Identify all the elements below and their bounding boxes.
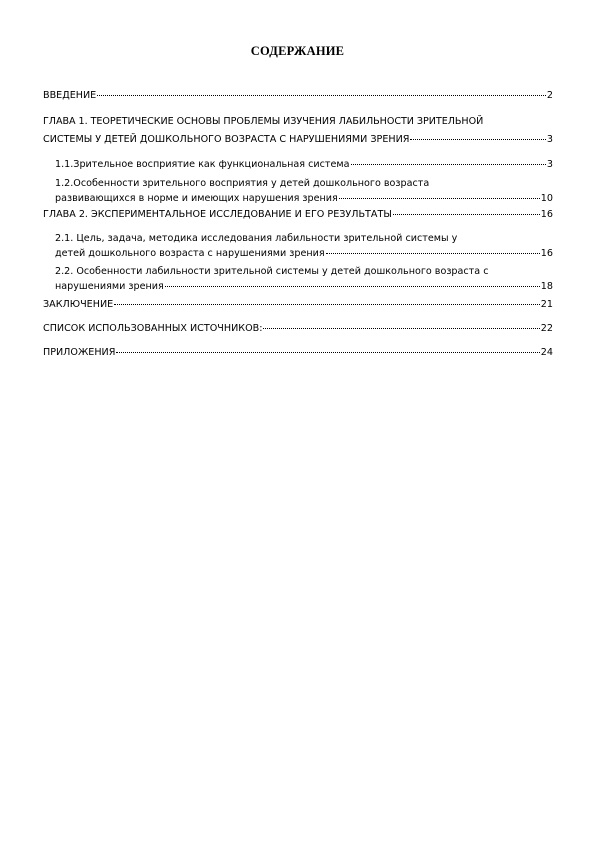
toc-entry-label: ЗАКЛЮЧЕНИЕ — [43, 299, 114, 310]
dot-leader — [339, 198, 540, 199]
toc-entry-label-line2: развивающихся в норме и имеющих нарушения зрения — [55, 193, 338, 204]
toc-entry-label: ВВЕДЕНИЕ — [43, 90, 97, 101]
toc-page-number: 24 — [540, 347, 553, 358]
toc-entry-references — [43, 321, 553, 336]
toc-entry-label: СПИСОК ИСПОЛЬЗОВАННЫХ ИСТОЧНИКОВ: — [43, 323, 263, 334]
toc-entry-label: 1.1.Зрительное восприятие как функциональная система — [55, 159, 350, 170]
toc-entry-appendices — [43, 345, 553, 360]
page-title: СОДЕРЖАНИЕ — [250, 44, 345, 58]
toc-page-number: 16 — [540, 209, 553, 220]
toc-page-number: 2 — [546, 90, 553, 101]
toc-entry-label: ПРИЛОЖЕНИЯ — [43, 347, 116, 358]
toc-entry-chapter-1 — [43, 114, 553, 147]
toc-entry-label-line1: ГЛАВА 1. ТЕОРЕТИЧЕСКИЕ ОСНОВЫ ПРОБЛЕМЫ ИЗУЧЕНИЯ ЛАБИЛЬНОСТИ ЗРИТЕЛЬНОЙ — [43, 116, 484, 127]
toc-page-number: 21 — [540, 299, 553, 310]
toc-entry-section-2-2 — [55, 264, 553, 294]
toc-page-number: 3 — [546, 134, 553, 145]
toc-page-number: 3 — [546, 159, 553, 170]
toc-entry-label-line1: 2.1. Цель, задача, методика исследования лабильности зрительной системы у — [55, 233, 458, 244]
toc-entry-label-line1: 1.2.Особенности зрительного восприятия у детей дошкольного возраста — [55, 178, 430, 189]
toc-entry-section-2-1 — [55, 231, 553, 261]
toc-entry-label: ГЛАВА 2. ЭКСПЕРИМЕНТАЛЬНОЕ ИССЛЕДОВАНИЕ И ЕГО РЕЗУЛЬТАТЫ — [43, 209, 392, 220]
toc-entry-label-line1: 2.2. Особенности лабильности зрительной системы у детей дошкольного возраста с — [55, 266, 489, 277]
toc-page-number: 18 — [540, 281, 553, 292]
toc-entry-label-line2: СИСТЕМЫ У ДЕТЕЙ ДОШКОЛЬНОГО ВОЗРАСТА С НАРУШЕНИЯМИ ЗРЕНИЯ — [43, 134, 410, 145]
dot-leader — [326, 253, 540, 254]
dot-leader — [351, 164, 546, 165]
toc-entry-intro — [43, 88, 553, 103]
dot-leader — [114, 304, 540, 305]
toc-page-number: 22 — [540, 323, 553, 334]
dot-leader — [393, 214, 540, 215]
toc-entry-section-1-1 — [55, 157, 553, 172]
toc-entry-chapter-2 — [43, 207, 553, 222]
dot-leader — [116, 352, 539, 353]
toc-page-number: 10 — [540, 193, 553, 204]
dot-leader — [263, 328, 539, 329]
toc-entry-label-line2: нарушениями зрения — [55, 281, 164, 292]
toc-entry-section-1-2 — [55, 176, 553, 206]
dot-leader — [165, 286, 540, 287]
dot-leader — [97, 95, 546, 96]
toc-entry-conclusion — [43, 297, 553, 312]
toc-entry-label-line2: детей дошкольного возраста с нарушениями зрения — [55, 248, 325, 259]
dot-leader — [410, 139, 545, 140]
toc-page-number: 16 — [540, 248, 553, 259]
